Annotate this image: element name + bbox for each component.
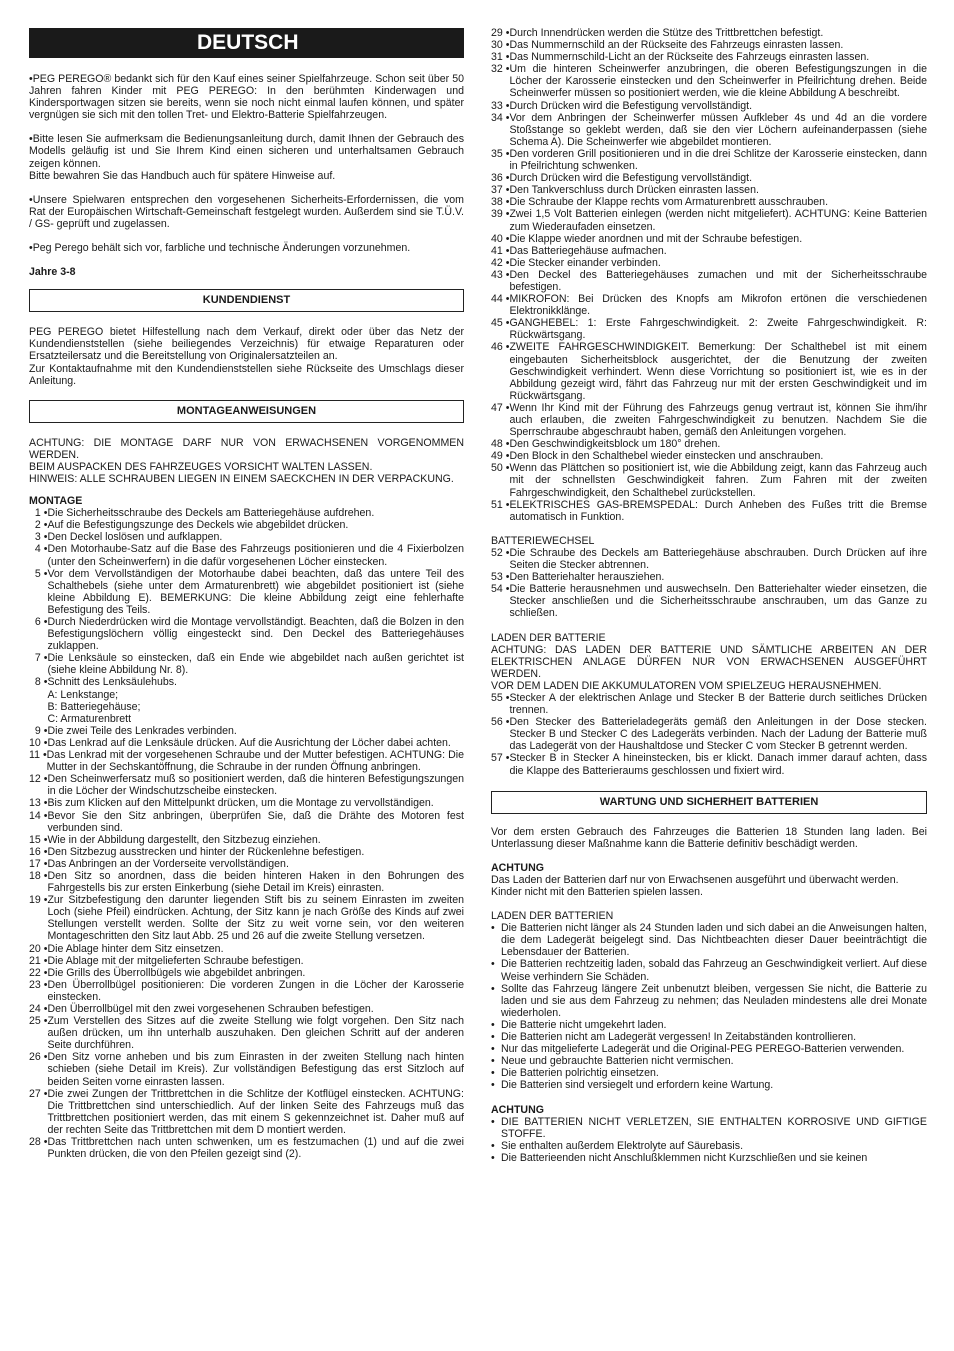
step-text: Das Batteriegehäuse aufmachen.: [509, 244, 667, 257]
step-item: [29, 676, 464, 724]
language-banner: DEUTSCH: [29, 28, 464, 58]
step-text: Durch Drücken wird die Befestigung vervollständigt.: [509, 99, 753, 112]
step-number: 5 •: [29, 567, 48, 580]
bullet-text: Sollte das Fahrzeug längere Zeit unbenutzt bleiben, vergessen Sie nicht, die Batterie zu laden und sie aus dem Fahrzeug zu nehmen; das Neuladen mindestens alle drei Monate wiederholen.: [501, 982, 927, 1019]
step-text: Den Sitz vorne anheben und bis zum Einrasten in der zweiten Stellung nach hinten schieben (siehe Detail im Kreis). Zur vollständigen Befestigung das erst Sitzloch auf beiden Seiten vorne einrasten lassen.: [47, 1051, 464, 1088]
achtung-1-text-2: Kinder nicht mit den Batterien spielen lassen.: [491, 886, 703, 898]
step-number: 33 •: [491, 99, 510, 112]
left-column: [29, 28, 464, 1160]
bullet-item: [491, 1055, 927, 1067]
montage-heading: MONTAGEANWEISUNGEN: [29, 400, 464, 423]
step-item: [29, 616, 464, 652]
step-item: [491, 148, 927, 172]
wartung-heading: WARTUNG UND SICHERHEIT BATTERIEN: [491, 791, 927, 814]
bullet-text: Neue und gebrauchte Batterien nicht vermischen.: [501, 1055, 734, 1068]
step-text: Um die hinteren Scheinwerfer anzubringen, die oberen Befestigungszungen in die Löcher der Karosserie einstecken und den Scheinwerfer in Pfeilrichtung drehen. Beide Scheinwerfer müssen so positioniert werden, wie die kleine Abbildung A beschreibt.: [509, 63, 927, 100]
step-number: 28 •: [29, 1136, 48, 1149]
bullet-item: [491, 1140, 927, 1152]
step-number: 55 •: [491, 691, 510, 704]
bullet-text: Die Batterien rechtzeitig laden, sobald das Fahrzeug an Geschwindigkeit verliert. Auf diese Weise verhindern Sie Schäden.: [501, 958, 927, 983]
step-text: ELEKTRISCHES GAS-BREMSPEDAL: Durch Anheben des Fußes tritt die Bremse automatisch in Funktion.: [509, 498, 927, 523]
step-item: [29, 652, 464, 676]
step-text: Den Block in den Schalthebel wieder einstecken und anschrauben.: [509, 450, 824, 463]
step-number: 26 •: [29, 1051, 48, 1064]
step-number: 44 •: [491, 293, 510, 306]
step-item: [29, 846, 464, 858]
step-text: Das Lenkrad mit der vorgesehenen Schraube und der Mutter befestigen. ACHTUNG: Die Mutter in der Sechskantöffnung, die Schraube in der runden Öffnung anbringen.: [46, 749, 464, 774]
step-number: 21 •: [29, 954, 48, 967]
step-number: 56 •: [491, 716, 510, 729]
bullet-text: Die Batterie nicht umgekehrt laden.: [501, 1018, 667, 1031]
step-item: [491, 547, 927, 571]
achtung-1-text-1: Das Laden der Batterien darf nur von Erwachsenen ausgeführt und überwacht werden.: [491, 873, 899, 886]
step-number: 4 •: [29, 543, 48, 556]
bullet-marker: •: [491, 922, 495, 935]
intro-paragraph-2b: Bitte bewahren Sie das Handbuch auch für spätere Hinweise auf.: [29, 169, 336, 182]
step-item: [29, 894, 464, 942]
step-text: Auf die Befestigungszunge des Deckels wie abgebildet drücken.: [47, 519, 349, 532]
bullet-item: [491, 1031, 927, 1043]
step-text: Durch Innendrücken werden die Stütze des Trittbrettchen befestigt.: [509, 27, 824, 39]
step-text: Die Ablage hinter dem Sitz einsetzen.: [47, 942, 224, 955]
step-number: 52 •: [491, 546, 510, 559]
step-item: [29, 1088, 464, 1136]
step-number: 8 •: [29, 676, 48, 689]
step-number: 32 •: [491, 63, 510, 76]
step-number: 20 •: [29, 942, 48, 955]
warning-adults: ACHTUNG: DIE MONTAGE DARF NUR VON ERWACHSENEN VORGENOMMEN WERDEN.: [29, 436, 464, 461]
step-number: 47 •: [491, 401, 510, 414]
bullet-text: Die Batterien polrichtig einsetzen.: [501, 1067, 659, 1080]
bullet-text: DIE BATTERIEN NICHT VERLETZEN, SIE ENTHALTEN KORROSIVE UND GIFTIGE STOFFE.: [501, 1115, 927, 1140]
step-number: 23 •: [29, 978, 48, 991]
step-number: 31 •: [491, 51, 510, 64]
step-item: [29, 1136, 464, 1160]
step-text: Die Schraube der Klappe rechts vom Armaturenbrett ausschrauben.: [509, 196, 829, 209]
step-text: Den Überrollbügel mit den zwei vorgesehenen Schrauben befestigen.: [47, 1003, 374, 1015]
montage-label: MONTAGE: [29, 495, 83, 508]
step-text: Das Nummernschild-Licht an der Rückseite des Fahrzeugs einrasten lassen.: [509, 51, 870, 64]
step-item: [491, 208, 927, 232]
step-number: 41 •: [491, 244, 510, 257]
wartung-intro: Vor dem ersten Gebrauch des Fahrzeuges die Batterien 18 Stunden lang laden. Bei Unterlassung dieser Maßnahme kann die Batterie definitiv beschädigt werden.: [491, 825, 927, 850]
bullet-marker: •: [491, 1151, 495, 1164]
bullet-list-achtung: [491, 1116, 927, 1164]
step-text: Den Scheinwerfersatz muß so positioniert werden, daß die hinteren Befestigungszungen in die Löcher der Windschutzscheibe einstecken.: [47, 773, 464, 798]
step-number: 37 •: [491, 184, 510, 197]
step-number: 1 •: [29, 507, 48, 520]
step-item: [491, 571, 927, 583]
bullet-item: [491, 1116, 927, 1140]
step-item: [29, 834, 464, 846]
step-text: Das Lenkrad auf die Lenksäule drücken. Auf die Ausrichtung der Löcher dabei achten.: [47, 736, 451, 749]
bullet-marker: •: [491, 1067, 495, 1080]
step-text: Den Motorhaube-Satz auf die Base des Fahrzeugs positionieren und die 4 Fixierbolzen (unter den Scheinwerfern) in die dafür vorgesehenen Löcher einstecken.: [47, 543, 464, 568]
step-number: 46 •: [491, 341, 510, 354]
step-text: Vor dem Anbringen der Scheinwerfer müssen Aufkleber 4s und 4d an die vordere Stoßstange so geklebt werden, daß sie den vier Löchern aufeinanderpassen (siehe Schema A). Die Scheinwerfer wie abgebildet montieren.: [509, 111, 927, 148]
warning-unpacking: BEIM AUSPACKEN DES FAHRZEUGES VORSICHT WALTEN LASSEN.: [29, 460, 373, 473]
step-number: 14 •: [29, 809, 48, 822]
step-text: ZWEITE FAHRGESCHWINDIGKEIT. Bemerkung: Der Schalthebel ist mit einem eingebauten Sicherheitsblock ausgerichtet, der die Benutzung der zweiten Geschwindigkeit verhindert. Wenn diese Vorrichtung so positioniert ist, wie es in der Abbildung gezeigt wird, fährt das Fahrzeug nur mit der ersten Geschwindigkeit und im Rückwärtsgang.: [509, 341, 927, 402]
bullet-list-laden: [491, 922, 927, 1091]
step-number: 19 •: [29, 894, 48, 907]
step-text: Den Tankverschluss durch Drücken einrasten lassen.: [509, 184, 759, 197]
bullet-text: Sie enthalten außerdem Elektrolyte auf Säurebasis.: [501, 1139, 744, 1152]
step-text: Wie in der Abbildung dargestellt, den Sitzbezug einziehen.: [47, 833, 321, 846]
step-text: Den Deckel des Batteriegehäuses zumachen und mit der Sicherheitsschraube befestigen.: [509, 268, 927, 293]
step-number: 2 •: [29, 519, 48, 532]
step-item: [29, 737, 464, 749]
step-number: 7 •: [29, 652, 48, 665]
step-item: [29, 870, 464, 894]
step-number: 29 •: [491, 27, 510, 39]
kundendienst-heading: KUNDENDIENST: [29, 289, 464, 312]
steps-list-left: [29, 507, 464, 1160]
bullet-marker: •: [491, 1079, 495, 1092]
bullet-marker: •: [491, 1018, 495, 1031]
right-column: [491, 27, 927, 1164]
step-number: 25 •: [29, 1015, 48, 1028]
warning-screws: HINWEIS: ALLE SCHRAUBEN LIEGEN IN EINEM SAECKCHEN IN DER VERPACKUNG.: [29, 472, 454, 485]
step-text: Wenn Ihr Kind mit der Führung des Fahrzeugs genug vertraut ist, können Sie ihm/ihr auch erlauben, die zweiten Fahrgeschwindigkeit zu benutzen. Nachdem Sie die Sperrschraube abgeschraubt haben, gemäß den Anleitungen vorgehen.: [509, 401, 927, 439]
bullet-marker: •: [491, 1055, 495, 1068]
step-item: [491, 692, 927, 716]
step-number: 24 •: [29, 1003, 48, 1015]
step-item: [491, 39, 927, 51]
step-text: Die Sicherheitsschraube des Deckels am Batteriegehäuse aufdrehen.: [47, 507, 375, 520]
bullet-item: [491, 922, 927, 958]
step-item: [491, 499, 927, 523]
intro-paragraph-3: •Unsere Spielwaren entsprechen den vorgesehenen Sicherheits-Erfordernissen, die vom Rat der Europäischen Wirtschaft-Gemeinschaft festgelegt wurden. Außerdem sind sie T.Ü.V. / GS- geprüft und zugelassen.: [29, 193, 464, 230]
step-item: [491, 196, 927, 208]
step-number: 17 •: [29, 857, 48, 870]
step-item: [491, 63, 927, 99]
step-number: 38 •: [491, 196, 510, 209]
step-number: 16 •: [29, 845, 48, 858]
laden-batterien-label: LADEN DER BATTERIEN: [491, 910, 614, 923]
bullet-text: Die Batterieenden nicht Anschlußklemmen nicht Kurzschließen und sie keinen: [501, 1151, 868, 1164]
step-item: [491, 257, 927, 269]
step-item: [491, 184, 927, 196]
step-number: 48 •: [491, 438, 510, 451]
bullet-item: [491, 983, 927, 1019]
step-number: 54 •: [491, 583, 510, 596]
bullet-text: Die Batterien nicht am Ladegerät vergessen! In Zeitabständen kontrollieren.: [501, 1031, 857, 1044]
step-text: Zur Sitzbefestigung den darunter liegenden Stift bis zu seinem Einrasten im zweiten Loch (siehe Pfeil) eindrücken. Achtung, der Sitz kann je nach Größe des Kinds auf zwei Stellungen verstellt werden. Sollte der Sitz zu weit vorne sein, vor den weiteren Montageschritten den Sitz laut Abb. 25 und 26 auf die zweite Stellung versetzen.: [47, 894, 464, 943]
bullet-text: Die Batterien nicht länger als 24 Stunden laden und sich dabei an die Anweisungen halten, die dem Ladegerät beigelegt sind. Das Nichtbeachten dieser Dauer beeinträchtigt die Lebensdauer der Batterien.: [501, 922, 927, 959]
kundendienst-text-1: PEG PEREGO bietet Hilfestellung nach dem Verkauf, direkt oder über das Netz der Kundendienststellen (siehe beiliegendes Verzeichnis) für etwaige Reparaturen oder Ersatzteilersatz und die Bereitstellung von Originalersatzteilen an.: [29, 326, 464, 363]
intro-paragraph-1: •PEG PEREGO® bedankt sich für den Kauf eines seiner Spielfahrzeuge. Schon seit über 50 Jahren fahren Kinder mit PEG PEREGO: In den berühmten Kinderwagen und Kindersportwagen sitzen sie bereits, wenn sie noch nicht einmal laufen können, und später vergnügen sie sich mit den tollen Tret- und Elektro-Batterie Spielfahrzeugen.: [29, 73, 464, 122]
step-item: [491, 716, 927, 752]
step-text: Die zwei Zungen der Trittbrettchen in die Schlitze der Kotflügel einstecken. ACHTUNG: Die Trittbrettchen sind unterschiedlich. Auf der linken Seite des Fahrzeugs muß das Trittbrettchen positioniert werden, das mit einem S gekennzeichnet ist. Daher muß auf der rechten Seite das Trittbrettchen mit dem D montiert werden.: [47, 1087, 464, 1136]
step-text: Zwei 1,5 Volt Batterien einlegen (werden nicht mitgeliefert). ACHTUNG: Keine Batterien zum Wiederaufaden einsetzen.: [509, 208, 927, 233]
step-number: 15 •: [29, 833, 48, 846]
bullet-marker: •: [491, 1115, 495, 1128]
step-number: 18 •: [29, 869, 48, 882]
step-item: [491, 172, 927, 184]
step-item: [491, 233, 927, 245]
step-text: Den Überrollbügel positionieren: Die vorderen Zungen in die Löcher der Karosserie einstecken.: [47, 978, 464, 1003]
step-text: Das Trittbrettchen nach unten schwenken, um es festzumachen (1) und auf die zwei Punkten drücken, die von den Pfeilen gezeigt sind (2).: [47, 1136, 464, 1161]
step-number: 22 •: [29, 966, 48, 979]
step-item: [491, 112, 927, 148]
step-text: Bevor Sie den Sitz anbringen, überprüfen Sie, daß die Drähte des Motoren fest verbunden sind.: [47, 809, 464, 834]
bullet-marker: •: [491, 1043, 495, 1056]
step-number: 39 •: [491, 208, 510, 221]
step-item: [491, 51, 927, 63]
step-item: [29, 943, 464, 955]
step-item: [29, 1015, 464, 1051]
step-number: 34 •: [491, 111, 510, 124]
step-text: Die Klappe wieder anordnen und mit der Schraube befestigen.: [509, 232, 803, 245]
step-item: [491, 402, 927, 438]
bullet-item: [491, 958, 927, 982]
bullet-item: [491, 1019, 927, 1031]
step-text: Die Grills des Überrollbügels wie abgebildet anbringen.: [47, 966, 306, 979]
step-text: Den Stecker des Batterieladegeräts gemäß den Anleitungen in der Dose stecken. Stecker B und Stecker C des Ladegeräts verbinden. Nach der Ladung der Batterie muß das Ladegerät von der Haushaltdose und Stecker C vom Stecker B getrennt werden.: [509, 716, 927, 753]
step-item: [491, 269, 927, 293]
step-text: Das Anbringen an der Vorderseite vervollständigen.: [47, 857, 289, 870]
step-item: [491, 245, 927, 257]
step-item: [29, 773, 464, 797]
step-text: Den Deckel loslösen und aufklappen.: [47, 531, 223, 544]
step-text: Den Sitz so anordnen, dass die beiden hinteren Haken in den Bohrungen des Fahrgestells bis zur ersten Einkerbung (siehe Detail im Kreis) einrasten.: [47, 869, 464, 895]
step-item: [29, 749, 464, 773]
step-item: [29, 979, 464, 1003]
bullet-item: [491, 1152, 927, 1164]
step-text: Den Sitzbezug ausstrecken und hinter der Rückenlehne befestigen.: [47, 845, 365, 858]
laden-warning-2: VOR DEM LADEN DIE AKKUMULATOREN VOM SPIELZEUG HERAUSNEHMEN.: [491, 679, 882, 692]
step-item: [29, 797, 464, 809]
bullet-item: [491, 1043, 927, 1055]
step-number: 45 •: [491, 317, 510, 330]
step-number: 27 •: [29, 1087, 48, 1100]
steps-list-laden: [491, 692, 927, 777]
step-number: 51 •: [491, 498, 510, 511]
step-item: [491, 752, 927, 776]
step-number: 36 •: [491, 172, 510, 185]
step-number: 50 •: [491, 462, 510, 475]
step-item: [491, 100, 927, 112]
step-text: Den Geschwindigkeitsblock um 180° drehen.: [509, 438, 721, 451]
laden-label: LADEN DER BATTERIE: [491, 631, 606, 644]
step-text: Den vorderen Grill positionieren und in die drei Schlitze der Karosserie einstecken, dann in Pfeilrichtung schwenken.: [509, 147, 927, 173]
steps-list-batteriewechsel: [491, 547, 927, 620]
step-text: Das Nummernschild an der Rückseite des Fahrzeugs einrasten lassen.: [509, 39, 844, 52]
step-text: Bis zum Klicken auf den Mittelpunkt drücken, um die Montage zu vervollständigen.: [47, 797, 434, 810]
step-item: [491, 462, 927, 498]
step-item: [29, 507, 464, 519]
intro-paragraph-4: •Peg Perego behält sich vor, farbliche und technische Änderungen vorzunehmen.: [29, 242, 411, 255]
step-number: 30 •: [491, 39, 510, 52]
step-item: [491, 450, 927, 462]
age-range: Jahre 3-8: [29, 266, 76, 279]
step-text: Die Batterie herausnehmen und auswechseln. Den Batteriehalter wieder einsetzen, die Stecker anschließen und die Sicherheitsschraube anschrauben, um das Ganze zu schließen.: [509, 583, 927, 620]
step-text: Die Stecker einander verbinden.: [509, 256, 661, 269]
steps-list-right: [491, 27, 927, 523]
step-item: [29, 1051, 464, 1087]
step-number: 49 •: [491, 450, 510, 463]
achtung-label-2: ACHTUNG: [491, 1103, 544, 1116]
step-text: Die Lenksäule so einstecken, daß ein Ende wie abgebildet nach außen gerichtet ist (siehe kleine Abbildung Nr. 8).: [47, 652, 464, 677]
step-text: Stecker A der elektrischen Anlage und Stecker B der Batterie durch seitliches Drücken trennen.: [509, 691, 927, 717]
step-text: Die Schraube des Deckels am Batteriegehäuse abschrauben. Durch Drücken auf ihre Seiten die Stecker abtrennen.: [509, 546, 927, 572]
bullet-marker: •: [491, 1031, 495, 1044]
step-text: Schnitt des Lenksäulehubs. A: Lenkstange; B: Batteriegehäuse; C: Armaturenbrett: [47, 676, 178, 725]
step-item: [491, 293, 927, 317]
step-number: 6 •: [29, 616, 48, 628]
step-number: 12 •: [29, 773, 48, 786]
step-item: [29, 531, 464, 543]
bullet-text: Nur das mitgelieferte Ladegerät und die Original-PEG PEREGO-Batterien verwenden.: [501, 1043, 905, 1056]
step-number: 53 •: [491, 571, 510, 584]
step-number: 11 •: [29, 749, 47, 762]
step-item: [29, 1003, 464, 1015]
step-text: Die Ablage mit der mitgelieferten Schraube befestigen.: [47, 954, 304, 967]
step-number: 43 •: [491, 268, 510, 281]
bullet-marker: •: [491, 982, 495, 995]
step-number: 10 •: [29, 736, 48, 749]
step-item: [29, 955, 464, 967]
step-item: [29, 519, 464, 531]
laden-warning-1: ACHTUNG: DAS LADEN DER BATTERIE UND SÄMTLICHE ARBEITEN AN DER ELEKTRISCHEN ANLAGE DÜRFEN NUR VON ERWACHSENEN AUSGEFÜHRT WERDEN.: [491, 643, 927, 680]
step-item: [29, 967, 464, 979]
step-item: [29, 858, 464, 870]
step-item: [29, 725, 464, 737]
step-item: [29, 568, 464, 616]
step-text: Durch Drücken wird die Befestigung vervollständigt.: [509, 172, 753, 185]
bullet-marker: •: [491, 1139, 495, 1152]
bullet-item: [491, 1079, 927, 1091]
step-item: [29, 810, 464, 834]
step-item: [491, 583, 927, 619]
step-text: Vor dem Vervollständigen der Motorhaube dabei beachten, daß das untere Teil des Schalthebels (siehe unter dem Armaturenbrett) wie abgebildet positioniert ist (siehe kleine Abbildung E). BEMERKUNG: Die kleine Abbildung zeigt eine fehlerhafte Befestigung des Teils.: [47, 567, 464, 616]
step-number: 3 •: [29, 531, 48, 544]
step-number: 40 •: [491, 232, 510, 245]
step-text: Die zwei Teile des Lenkrades verbinden.: [47, 724, 237, 737]
step-text: Wenn das Plättchen so positioniert ist, wie die Abbildung zeigt, kann das Fahrzeug auch mit der schnellsten Geschwindigkeit fahren. Zum Fahren mit der zweiten Fahrgeschwindigkeit, den Schalthebel zurückstellen.: [509, 462, 927, 499]
bullet-marker: •: [491, 958, 495, 971]
step-item: [491, 317, 927, 341]
achtung-label-1: ACHTUNG: [491, 861, 544, 874]
step-text: Den Batteriehalter herausziehen.: [509, 571, 665, 584]
step-number: 13 •: [29, 797, 48, 810]
step-item: [491, 27, 927, 39]
step-number: 57 •: [491, 752, 510, 765]
step-text: GANGHEBEL: 1: Erste Fahrgeschwindigkeit. 2: Zweite Fahrgeschwindigkeit. R: Rückwärtsgang.: [509, 317, 927, 342]
step-number: 42 •: [491, 256, 510, 269]
step-item: [491, 341, 927, 401]
bullet-item: [491, 1067, 927, 1079]
step-item: [491, 438, 927, 450]
step-text: MIKROFON: Bei Drücken des Knopfs am Mikrofon ertönen die verschiedenen Elektronikklänge.: [509, 293, 927, 318]
bullet-text: Die Batterien sind versiegelt und erfordern keine Wartung.: [501, 1079, 774, 1092]
intro-paragraph-2: •Bitte lesen Sie aufmerksam die Bedienungsanleitung durch, damit Ihnen der Gebrauch des Modells geläufig ist und Sie Ihrem Kind einen sicheren und unterhaltsamen Gebrauch zeigen können.: [29, 133, 464, 170]
step-text: Zum Verstellen des Sitzes auf die zweite Stellung wie folgt vorgehen. Den Sitz nach außen drücken, um ihn unterhalb auszuhaken. Den gleichen Schritt auf der anderen Seite durchführen.: [47, 1015, 464, 1052]
kundendienst-text-2: Zur Kontaktaufnahme mit den Kundendienststellen siehe Rückseite des Umschlags dieser Anleitung.: [29, 362, 464, 387]
batteriewechsel-label: BATTERIEWECHSEL: [491, 534, 595, 547]
step-text: Stecker B in Stecker A hineinstecken, bis er klickt. Danach immer darauf achten, dass die Klappe des Batterieraums geschlossen und fixiert wird.: [509, 752, 927, 777]
step-item: [29, 543, 464, 567]
step-number: 35 •: [491, 147, 510, 160]
step-text: Durch Niederdrücken wird die Montage vervollständigt. Beachten, daß die Bolzen in den Befestigungslöchern völlig eingesteckt sind. Den Deckel des Batteriegehäuses zuklappen.: [47, 616, 464, 653]
step-number: 9 •: [29, 724, 48, 737]
